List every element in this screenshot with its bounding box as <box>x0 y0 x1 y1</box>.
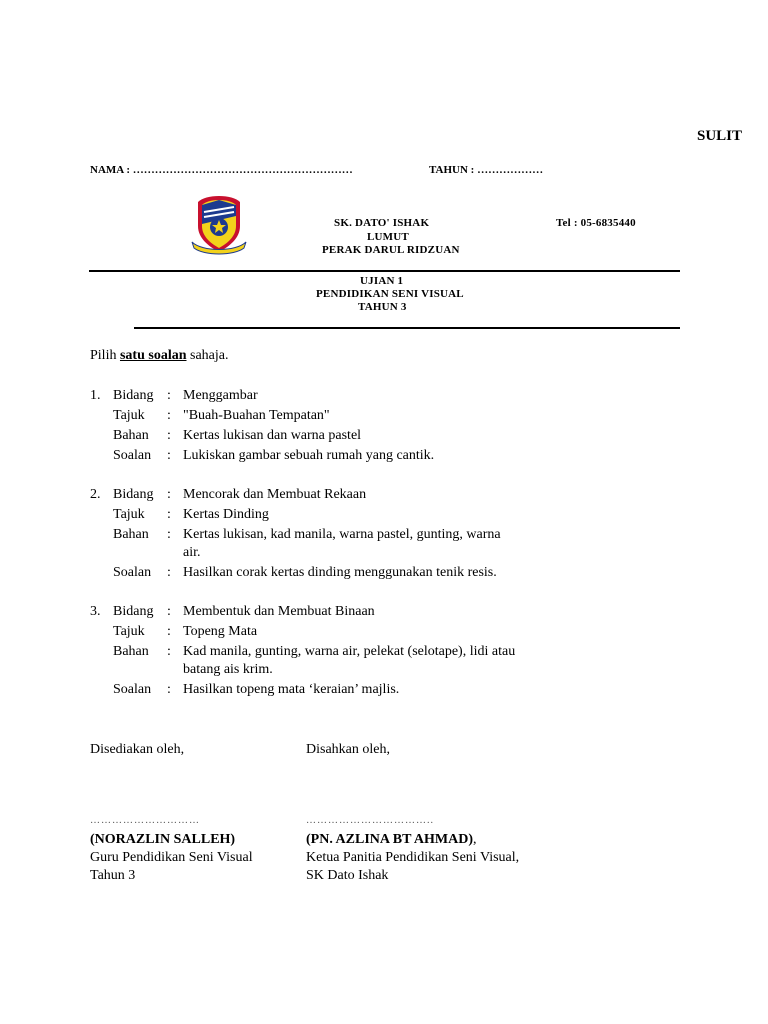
instruction-text-after: sahaja. <box>186 348 229 363</box>
exam-subject: PENDIDIKAN SENI VISUAL <box>316 288 464 300</box>
school-town: LUMUT <box>367 231 409 243</box>
field-value-tajuk: "Buah-Buahan Tempatan" <box>183 408 330 423</box>
question-number: 1. <box>90 388 101 403</box>
prepared-by-title: Guru Pendidikan Seni Visual <box>90 850 253 865</box>
field-value-bahan: Kertas lukisan, kad manila, warna pastel, gunting, warna <box>183 527 501 542</box>
field-value-tajuk: Kertas Dinding <box>183 507 269 522</box>
colon: : <box>167 644 171 659</box>
field-label-bidang: Bidang <box>113 604 154 619</box>
field-label-bahan: Bahan <box>113 527 149 542</box>
colon: : <box>167 388 171 403</box>
field-label-soalan: Soalan <box>113 682 152 697</box>
exam-year: TAHUN 3 <box>358 301 407 313</box>
header-rule-bottom <box>134 327 680 329</box>
field-value-bidang: Mencorak dan Membuat Rekaan <box>183 487 367 502</box>
field-value-soalan: Lukiskan gambar sebuah rumah yang cantik. <box>183 448 435 463</box>
instruction-text-before: Pilih <box>90 348 120 363</box>
field-label-bahan: Bahan <box>113 644 149 659</box>
prepared-by-block <box>90 831 253 885</box>
approved-by-name-line <box>306 831 519 849</box>
approved-by-name-suffix: , <box>472 832 477 847</box>
field-value-soalan: Hasilkan corak kertas dinding menggunakan tenik resis. <box>183 565 497 580</box>
prepared-by-heading: Disediakan oleh, <box>90 742 185 757</box>
approved-by-heading: Disahkan oleh, <box>306 742 390 757</box>
colon: : <box>167 682 171 697</box>
field-label-soalan: Soalan <box>113 565 152 580</box>
field-label-bidang: Bidang <box>113 487 154 502</box>
field-value-bidang: Menggambar <box>183 388 258 403</box>
field-label-tajuk: Tajuk <box>113 507 145 522</box>
classification-label: SULIT <box>697 128 743 144</box>
field-label-soalan: Soalan <box>113 448 152 463</box>
school-state: PERAK DARUL RIDZUAN <box>322 244 460 256</box>
question-number: 2. <box>90 487 101 502</box>
school-crest-logo <box>188 194 250 256</box>
prepared-by-name: (NORAZLIN SALLEH) <box>90 832 236 847</box>
question-number: 3. <box>90 604 101 619</box>
approved-by-title: Ketua Panitia Pendidikan Seni Visual, <box>306 850 520 865</box>
field-value-bahan: Kad manila, gunting, warna air, pelekat (selotape), lidi atau <box>183 644 516 659</box>
field-label-bahan: Bahan <box>113 428 149 443</box>
colon: : <box>167 408 171 423</box>
telephone-number: 05-6835440 <box>580 217 636 229</box>
prepared-by-year: Tahun 3 <box>90 868 136 883</box>
school-telephone <box>556 217 636 229</box>
approved-by-school: SK Dato Ishak <box>306 868 389 883</box>
approved-by-name: (PN. AZLINA BT AHMAD) <box>306 832 473 847</box>
approved-by-block <box>306 831 519 885</box>
field-value-bahan-continued: air. <box>183 545 201 560</box>
tahun-field: TAHUN : ……………… <box>429 164 544 176</box>
colon: : <box>167 428 171 443</box>
school-name: SK. DATO' ISHAK <box>334 217 430 229</box>
colon: : <box>167 604 171 619</box>
instruction-emphasis: satu soalan <box>119 348 187 363</box>
field-value-bidang: Membentuk dan Membuat Binaan <box>183 604 375 619</box>
telephone-label: Tel : <box>556 217 578 229</box>
colon: : <box>167 565 171 580</box>
nama-field: NAMA : …………………………………………………… <box>90 164 353 176</box>
colon: : <box>167 507 171 522</box>
prepared-signature-line: ………………………… <box>90 815 200 826</box>
field-label-tajuk: Tajuk <box>113 624 145 639</box>
colon: : <box>167 527 171 542</box>
field-value-bahan: Kertas lukisan dan warna pastel <box>183 428 362 443</box>
field-label-tajuk: Tajuk <box>113 408 145 423</box>
field-value-soalan: Hasilkan topeng mata ‘keraian’ majlis. <box>183 682 400 697</box>
field-value-bahan-continued: batang ais krim. <box>183 662 273 677</box>
header-rule-top <box>89 270 680 272</box>
exam-title: UJIAN 1 <box>360 275 404 287</box>
colon: : <box>167 487 171 502</box>
colon: : <box>167 624 171 639</box>
field-label-bidang: Bidang <box>113 388 154 403</box>
colon: : <box>167 448 171 463</box>
field-value-tajuk: Topeng Mata <box>183 624 258 639</box>
approved-signature-line: …………………………….. <box>306 815 434 826</box>
instruction <box>90 348 228 364</box>
